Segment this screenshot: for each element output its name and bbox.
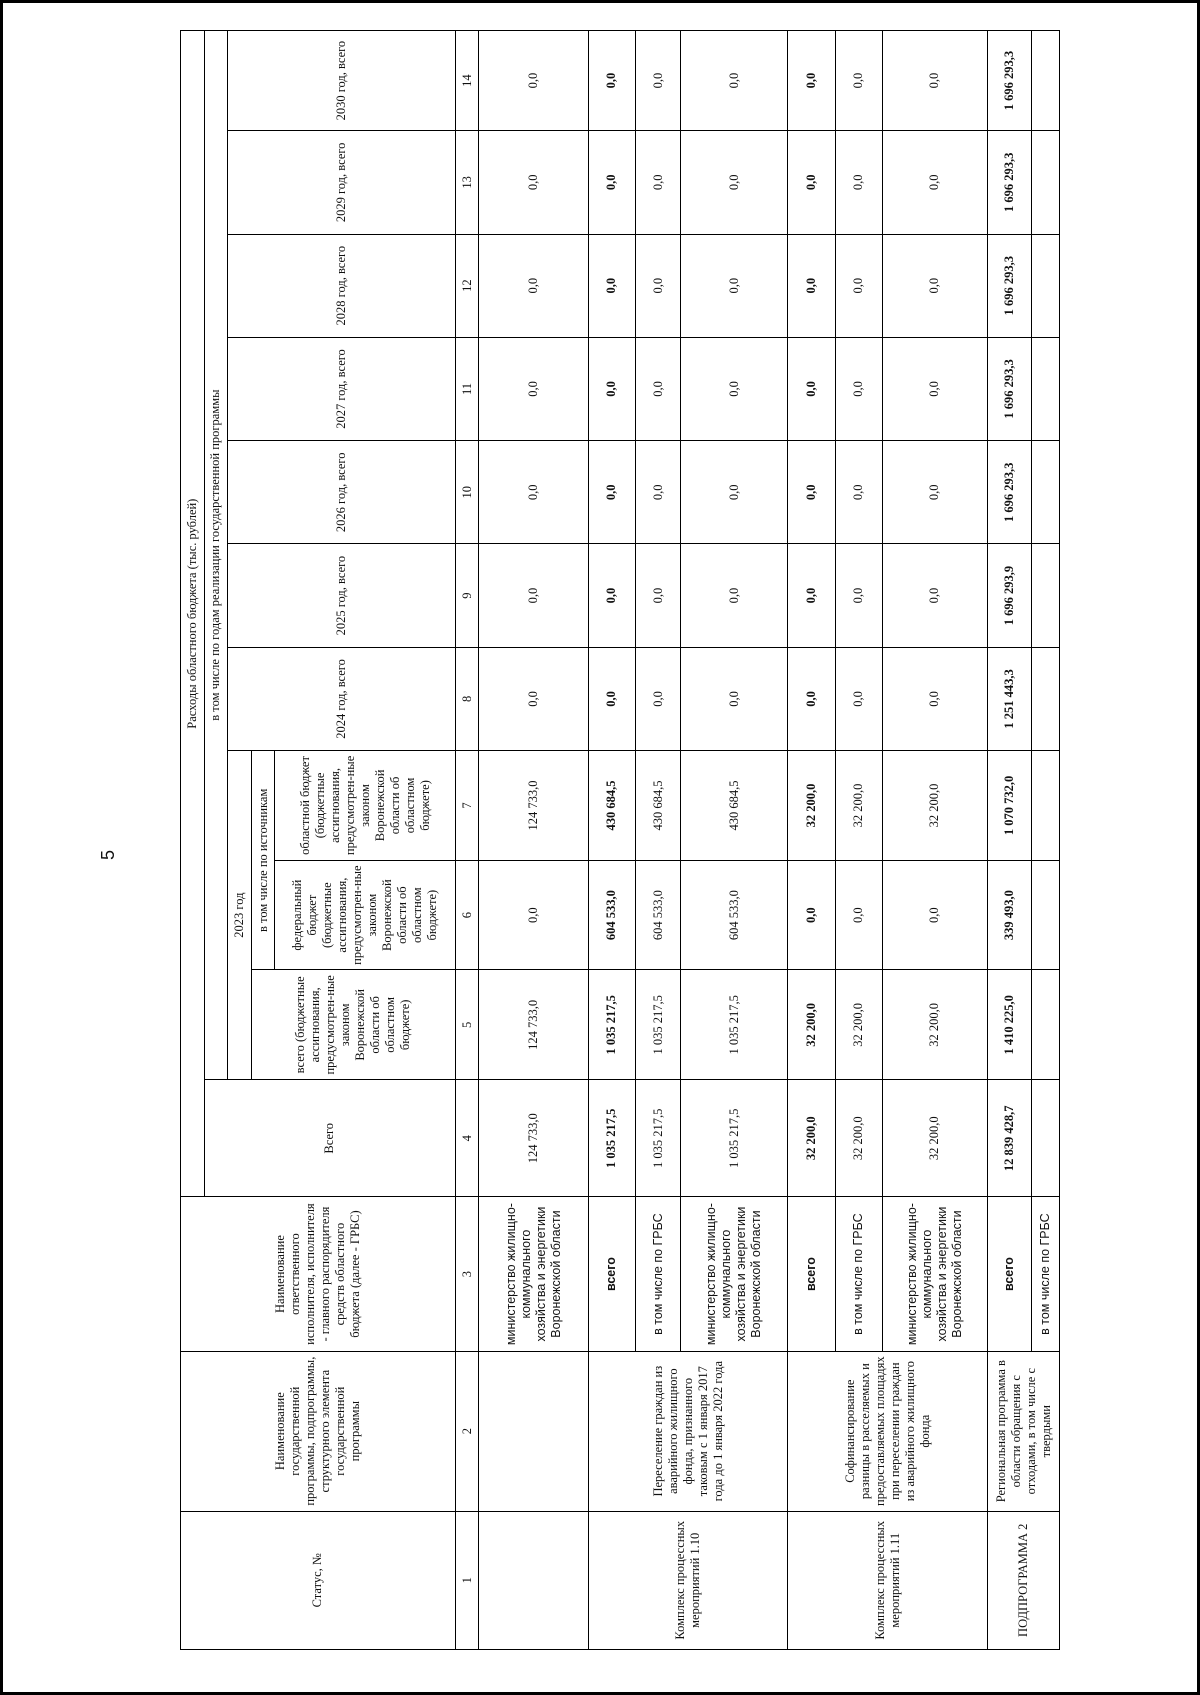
col-number: 1 (455, 1511, 479, 1649)
value-cell: 0,0 (479, 647, 588, 750)
value-cell: 604 533,0 (588, 860, 635, 970)
header-by-years: в том числе по годам реализации государственной программы (204, 31, 228, 1080)
value-cell: 0,0 (479, 860, 588, 970)
col-number: 5 (455, 970, 479, 1080)
value-cell: 0,0 (835, 234, 882, 337)
value-cell: 0,0 (588, 441, 635, 544)
value-cell: 0,0 (479, 234, 588, 337)
value-cell: 32 200,0 (882, 751, 987, 861)
value-cell: 0,0 (835, 860, 882, 970)
value-cell: 1 251 443,3 (988, 647, 1032, 750)
value-cell: 0,0 (479, 31, 588, 131)
value-cell: 604 533,0 (636, 860, 681, 970)
value-cell: 1 035 217,5 (681, 970, 788, 1080)
value-cell (1031, 234, 1059, 337)
value-cell: 0,0 (479, 131, 588, 234)
budget-table (180, 30, 1060, 1650)
col-number: 9 (455, 544, 479, 647)
value-cell: 1 696 293,3 (988, 31, 1032, 131)
value-cell: 1 696 293,9 (988, 544, 1032, 647)
value-cell: 0,0 (788, 234, 835, 337)
col-number: 6 (455, 860, 479, 970)
value-cell: 0,0 (788, 441, 835, 544)
value-cell: 0,0 (681, 441, 788, 544)
value-cell: 0,0 (681, 31, 788, 131)
page-number: 5 (98, 849, 118, 860)
value-cell: 0,0 (681, 544, 788, 647)
table-row (988, 31, 1032, 1650)
header-regional: областной бюджет (бюджетные ассигнования, предусмотрен-ные законом Воронежской области об областном бюджете) (275, 751, 455, 861)
rotated-page (30, 30, 1060, 1650)
value-cell: 32 200,0 (788, 970, 835, 1080)
status-cell: ПОДПРОГРАММА 2 (988, 1511, 1060, 1649)
header-total: Всего (204, 1080, 455, 1197)
status-cell: Комплекс процессных мероприятий 1.10 (588, 1511, 788, 1649)
program-name-cell (479, 1351, 588, 1511)
program-name-cell: Региональная программа в области обращения с отходами, в том числе с твердыми (988, 1351, 1060, 1511)
value-cell: 0,0 (882, 31, 987, 131)
header-2030: 2030 год, всего (228, 31, 456, 131)
value-cell: 0,0 (835, 544, 882, 647)
executor-cell: в том числе по ГРБС (1031, 1197, 1059, 1351)
value-cell: 604 533,0 (681, 860, 788, 970)
value-cell: 0,0 (636, 544, 681, 647)
header-2028: 2028 год, всего (228, 234, 456, 337)
value-cell: 0,0 (588, 337, 635, 440)
value-cell: 1 696 293,3 (988, 441, 1032, 544)
value-cell: 0,0 (788, 647, 835, 750)
value-cell: 430 684,5 (681, 751, 788, 861)
value-cell: 0,0 (882, 647, 987, 750)
value-cell: 0,0 (835, 31, 882, 131)
value-cell: 0,0 (835, 441, 882, 544)
header-2027: 2027 год, всего (228, 337, 456, 440)
program-name-cell: Переселение граждан из аварийного жилищного фонда, признанного таковым с 1 января 2017 года до 1 января 2022 года (588, 1351, 788, 1511)
header-year-2023: 2023 год (228, 751, 252, 1080)
table-row (588, 31, 635, 1650)
executor-cell: министерство жилищно-коммунального хозяйства и энергетики Воронежской области (681, 1197, 788, 1351)
value-cell: 1 070 732,0 (988, 751, 1032, 861)
value-cell: 0,0 (788, 860, 835, 970)
value-cell: 0,0 (588, 544, 635, 647)
col-number: 13 (455, 131, 479, 234)
value-cell: 1 696 293,3 (988, 234, 1032, 337)
value-cell: 32 200,0 (835, 751, 882, 861)
col-number: 14 (455, 31, 479, 131)
header-2026: 2026 год, всего (228, 441, 456, 544)
header-total-2023: всего (бюджетные ассигнования, предусмотрен-ные законом Воронежской области об областном бюджете) (251, 970, 455, 1080)
header-by-sources: в том числе по источникам (251, 751, 275, 970)
header-2025: 2025 год, всего (228, 544, 456, 647)
value-cell: 0,0 (681, 647, 788, 750)
value-cell: 430 684,5 (636, 751, 681, 861)
value-cell: 124 733,0 (479, 1080, 588, 1197)
col-number: 7 (455, 751, 479, 861)
value-cell: 0,0 (588, 234, 635, 337)
value-cell: 0,0 (636, 31, 681, 131)
status-cell (479, 1511, 588, 1649)
value-cell: 1 035 217,5 (636, 970, 681, 1080)
value-cell: 0,0 (835, 131, 882, 234)
col-number: 2 (455, 1351, 479, 1511)
value-cell: 0,0 (636, 234, 681, 337)
value-cell: 0,0 (479, 337, 588, 440)
value-cell: 0,0 (788, 544, 835, 647)
value-cell: 0,0 (588, 647, 635, 750)
value-cell: 0,0 (681, 234, 788, 337)
value-cell: 0,0 (835, 647, 882, 750)
header-2024: 2024 год, всего (228, 647, 456, 750)
value-cell (1031, 31, 1059, 131)
value-cell: 430 684,5 (588, 751, 635, 861)
table-row (479, 31, 588, 1650)
col-number: 8 (455, 647, 479, 750)
executor-cell: всего (788, 1197, 835, 1351)
value-cell: 0,0 (788, 131, 835, 234)
table-row (788, 31, 835, 1650)
header-status: Статус, № (181, 1511, 456, 1649)
value-cell (1031, 544, 1059, 647)
value-cell: 0,0 (882, 234, 987, 337)
col-number: 4 (455, 1080, 479, 1197)
col-number: 10 (455, 441, 479, 544)
value-cell: 12 839 428,7 (988, 1080, 1032, 1197)
program-name-cell: Софинансирование разницы в расселяемых и предоставляемых площадях при переселении граждан из аварийного жилищного фонда (788, 1351, 988, 1511)
value-cell: 0,0 (835, 337, 882, 440)
value-cell: 0,0 (882, 544, 987, 647)
value-cell: 0,0 (882, 131, 987, 234)
executor-cell: министерство жилищно-коммунального хозяйства и энергетики Воронежской области (882, 1197, 987, 1351)
value-cell: 0,0 (636, 131, 681, 234)
value-cell: 124 733,0 (479, 970, 588, 1080)
value-cell (1031, 751, 1059, 861)
value-cell: 0,0 (882, 441, 987, 544)
value-cell: 0,0 (588, 131, 635, 234)
value-cell: 32 200,0 (788, 1080, 835, 1197)
value-cell: 1 035 217,5 (588, 970, 635, 1080)
value-cell: 1 035 217,5 (681, 1080, 788, 1197)
header-federal: федеральный бюджет (бюджетные ассигнования, предусмотрен-ные законом Воронежской области об областном бюджете) (275, 860, 455, 970)
value-cell: 0,0 (788, 337, 835, 440)
value-cell: 1 035 217,5 (588, 1080, 635, 1197)
value-cell: 0,0 (636, 337, 681, 440)
column-numbers-row (455, 31, 479, 1650)
value-cell (1031, 1080, 1059, 1197)
col-number: 3 (455, 1197, 479, 1351)
col-number: 12 (455, 234, 479, 337)
value-cell: 32 200,0 (882, 1080, 987, 1197)
value-cell (1031, 860, 1059, 970)
value-cell: 0,0 (479, 544, 588, 647)
value-cell: 0,0 (588, 31, 635, 131)
value-cell: 32 200,0 (882, 970, 987, 1080)
value-cell (1031, 970, 1059, 1080)
header-program-name: Наименование государственной программы, подпрограммы, структурного элемента государственной программы (181, 1351, 456, 1511)
executor-cell: в том числе по ГРБС (835, 1197, 882, 1351)
executor-cell: всего (588, 1197, 635, 1351)
value-cell: 0,0 (681, 337, 788, 440)
status-cell: Комплекс процессных мероприятий 1.11 (788, 1511, 988, 1649)
value-cell: 0,0 (479, 441, 588, 544)
value-cell: 32 200,0 (788, 751, 835, 861)
value-cell: 0,0 (882, 337, 987, 440)
value-cell: 32 200,0 (835, 1080, 882, 1197)
value-cell: 124 733,0 (479, 751, 588, 861)
executor-cell: в том числе по ГРБС (636, 1197, 681, 1351)
executor-cell: всего (988, 1197, 1032, 1351)
value-cell: 1 696 293,3 (988, 131, 1032, 234)
header-2029: 2029 год, всего (228, 131, 456, 234)
value-cell (1031, 337, 1059, 440)
col-number: 11 (455, 337, 479, 440)
value-cell: 339 493,0 (988, 860, 1032, 970)
executor-cell: министерство жилищно-коммунального хозяйства и энергетики Воронежской области (479, 1197, 588, 1351)
value-cell (1031, 441, 1059, 544)
value-cell: 0,0 (636, 441, 681, 544)
value-cell: 32 200,0 (835, 970, 882, 1080)
value-cell: 1 035 217,5 (636, 1080, 681, 1197)
header-executor: Наименование ответственного исполнителя, исполнителя - главного распорядителя средств областного бюджета (далее - ГРБС) (181, 1197, 456, 1351)
value-cell (1031, 647, 1059, 750)
value-cell: 1 696 293,3 (988, 337, 1032, 440)
value-cell (1031, 131, 1059, 234)
header-expenses: Расходы областного бюджета (тыс. рублей) (181, 31, 205, 1197)
value-cell: 0,0 (681, 131, 788, 234)
value-cell: 0,0 (882, 860, 987, 970)
value-cell: 0,0 (636, 647, 681, 750)
value-cell: 0,0 (788, 31, 835, 131)
value-cell: 1 410 225,0 (988, 970, 1032, 1080)
